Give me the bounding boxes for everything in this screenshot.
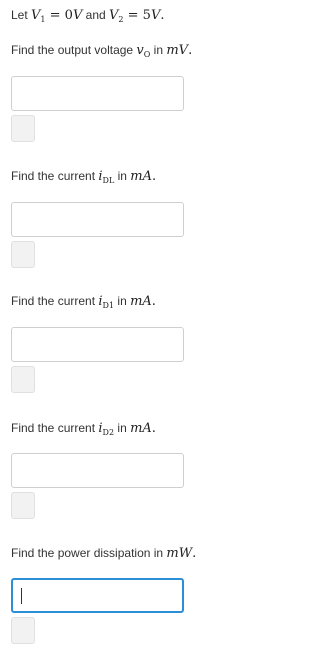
- check-answer-button-power-dissipation[interactable]: [11, 617, 35, 644]
- intro-and-text: and: [82, 8, 110, 22]
- unit-label: mA: [130, 169, 153, 184]
- v2-unit: V: [150, 8, 161, 23]
- question-text: Find the current: [11, 421, 99, 435]
- answer-input-current-idl[interactable]: [11, 202, 184, 237]
- unit-label: mA: [130, 421, 152, 436]
- intro-statement: [11, 7, 164, 28]
- question-current-idl: [11, 168, 156, 189]
- check-answer-button-current-id2[interactable]: [11, 492, 35, 519]
- unit-label: mA: [130, 294, 152, 309]
- answer-input-output-voltage[interactable]: [11, 76, 184, 111]
- answer-input-power-dissipation[interactable]: [11, 578, 184, 613]
- vo-symbol: $v_O$: [136, 43, 151, 59]
- check-answer-button-output-voltage[interactable]: [11, 115, 35, 142]
- question-period: .: [192, 546, 197, 561]
- question-in-text: in: [114, 169, 131, 183]
- question-text: Find the power dissipation in: [11, 546, 167, 560]
- question-period: .: [152, 169, 157, 184]
- question-text: Find the output voltage: [11, 43, 137, 57]
- question-current-id1: [11, 293, 156, 314]
- check-answer-button-current-idl[interactable]: [11, 241, 35, 268]
- question-text: Find the current: [11, 294, 99, 308]
- intro-let-text: Let: [11, 8, 32, 22]
- id2-symbol: $i_{D2}$: [98, 421, 115, 437]
- v2-equals: = 5: [123, 8, 151, 23]
- answer-input-current-id1[interactable]: [11, 327, 184, 362]
- question-current-id2: [11, 420, 156, 441]
- question-period: .: [151, 294, 156, 309]
- check-answer-button-current-id1[interactable]: [11, 366, 35, 393]
- question-power-dissipation: [11, 545, 196, 562]
- id1-symbol: $i_{D1}$: [98, 294, 115, 310]
- question-output-voltage: [11, 42, 192, 63]
- v2-symbol: $V_2$: [109, 8, 124, 24]
- idl-symbol: $i_{DL}$: [98, 169, 115, 185]
- unit-label: mW: [166, 546, 193, 561]
- question-in-text: in: [150, 43, 167, 57]
- question-period: .: [188, 43, 193, 58]
- question-period: .: [151, 421, 156, 436]
- unit-label: mV: [166, 43, 189, 58]
- v1-symbol: $V_1$: [31, 8, 46, 24]
- intro-period: .: [160, 8, 165, 23]
- v1-unit: V: [72, 8, 83, 23]
- question-in-text: in: [114, 294, 131, 308]
- v1-equals: = 0: [45, 8, 73, 23]
- question-text: Find the current: [11, 169, 99, 183]
- text-cursor: [21, 588, 22, 604]
- question-in-text: in: [114, 421, 131, 435]
- answer-input-current-id2[interactable]: [11, 453, 184, 488]
